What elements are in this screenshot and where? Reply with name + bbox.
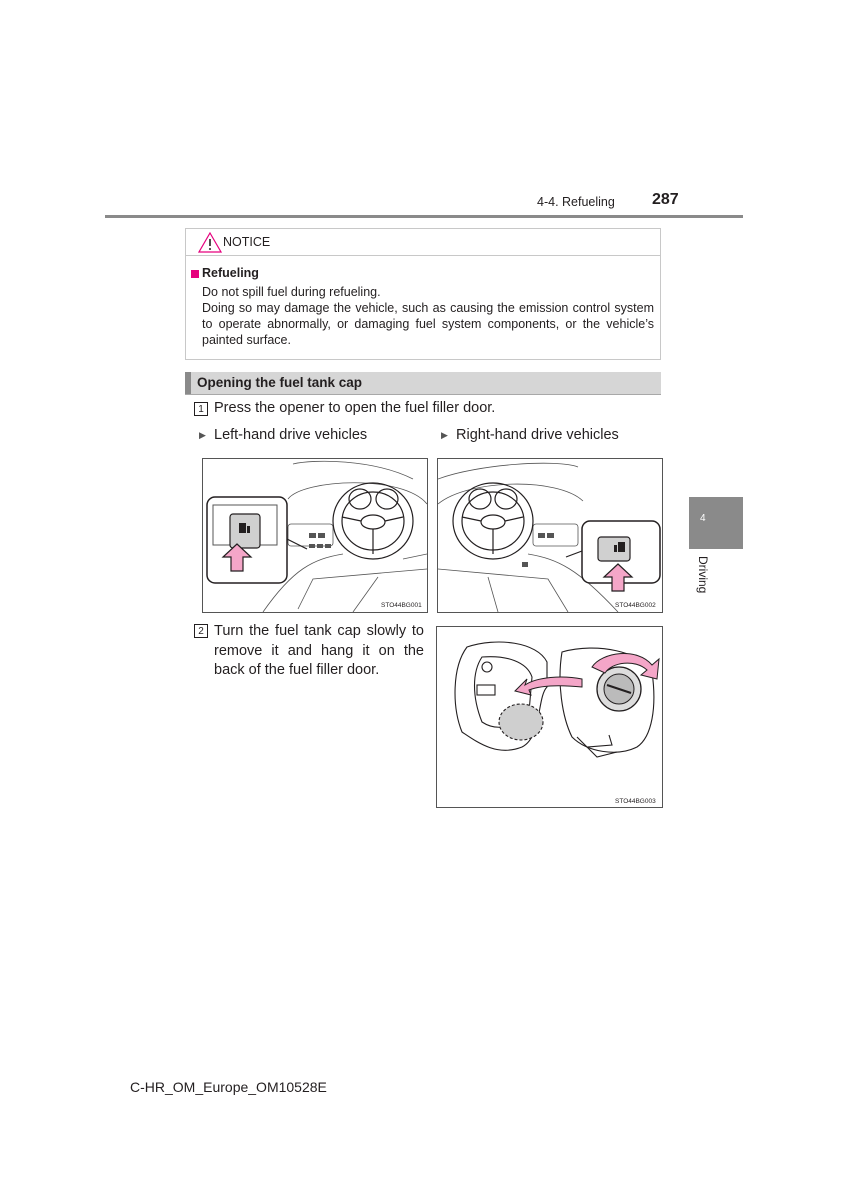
notice-title: NOTICE — [223, 235, 271, 249]
section-accent — [185, 372, 191, 394]
notice-bullet-square — [191, 270, 199, 278]
fuel-cap-illustration — [437, 627, 662, 807]
footer-doc-code: C-HR_OM_Europe_OM10528E — [130, 1079, 327, 1095]
chapter-tab — [689, 497, 743, 549]
figure-code: STO44BG003 — [615, 798, 656, 805]
running-header-section: 4-4. Refueling — [537, 195, 615, 209]
figure-code: STO44BG002 — [615, 602, 656, 609]
section-title-bar — [185, 372, 661, 395]
notice-subheading: Refueling — [202, 266, 259, 280]
dashboard-illustration — [438, 459, 662, 612]
notice-box — [185, 228, 661, 360]
notice-header — [186, 229, 660, 256]
lhd-label: Left-hand drive vehicles — [214, 427, 368, 443]
figure-rhd-dashboard — [437, 458, 663, 613]
page-number: 287 — [652, 191, 679, 208]
notice-line-1: Do not spill fuel during refueling. — [202, 285, 381, 299]
rhd-label: Right-hand drive vehicles — [456, 427, 619, 443]
chapter-number: 4 — [700, 513, 706, 524]
step-2-text: Turn the fuel tank cap slowly to remove it and hang it on the back of the fuel filler door. — [214, 623, 424, 678]
dashboard-illustration — [203, 459, 427, 612]
triangle-bullet-icon: ▶ — [199, 430, 206, 440]
step-1-text: Press the opener to open the fuel filler door. — [214, 400, 496, 416]
step-number-1: 1 — [194, 402, 208, 416]
chapter-label: Driving — [696, 556, 710, 594]
notice-line-2: Doing so may damage the vehicle, such as causing the emission control system to operate abnormally, or damaging fuel system components, or the vehicle’s painted surface. — [202, 301, 654, 347]
figure-fuel-cap — [436, 626, 663, 808]
header-rule — [105, 215, 743, 218]
notice-body — [202, 284, 654, 348]
step-number-2: 2 — [194, 624, 208, 638]
warning-triangle-icon — [198, 232, 222, 253]
triangle-bullet-icon: ▶ — [441, 430, 448, 440]
figure-lhd-dashboard — [202, 458, 428, 613]
figure-code: STO44BG001 — [381, 602, 422, 609]
section-title: Opening the fuel tank cap — [197, 375, 363, 390]
